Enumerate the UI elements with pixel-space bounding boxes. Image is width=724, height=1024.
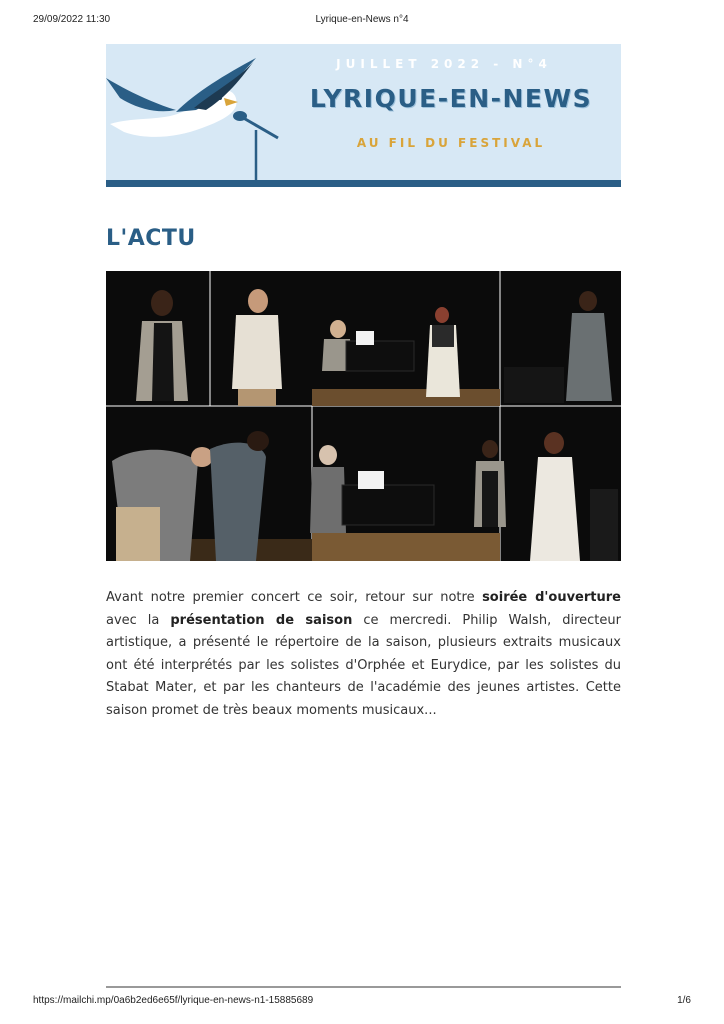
article-rest: ce mercredi. Philip Walsh, directeur artistique, a présenté le répertoire de la saison, plusieurs extraits musicaux ont été interprétés par les solistes d'Orphée et Eurydice, par les solistes du Stabat Mater, et par les chanteurs de l'académie des jeunes artistes. Cette saison promet de très beaux moments musicaux... [106,612,621,718]
banner-bottom-bar [106,180,621,187]
article-connector: avec la [106,612,171,628]
print-page-number: 1/6 [677,995,691,1006]
article-bold-opening-evening: soirée d'ouverture [482,590,621,605]
page-bottom-divider [106,986,621,988]
print-datetime: 29/09/2022 11:30 [33,14,111,25]
issue-label: JUILLET 2022 - N°4 [336,57,552,71]
article-intro: Avant notre premier concert ce soir, retour sur notre [106,590,483,605]
concert-photo-collage [106,271,621,561]
print-url[interactable]: https://mailchi.mp/0a6b2ed6e65f/lyrique-en-news-n1-15885689 [33,995,314,1006]
newsletter-title: LYRIQUE-EN-NEWS [309,84,593,113]
print-page-title: Lyrique-en-News n°4 [315,14,409,25]
bird-microphone-illustration [106,44,306,187]
article-body [106,587,621,722]
newsletter-banner [106,44,621,187]
section-title: L'ACTU [106,226,196,251]
print-footer [0,995,724,1009]
newsletter-subtitle: AU FIL DU FESTIVAL [356,136,546,150]
article-bold-season-presentation: présentation de saison [170,612,353,628]
print-header [0,14,724,28]
photo-collage-image [106,271,621,561]
